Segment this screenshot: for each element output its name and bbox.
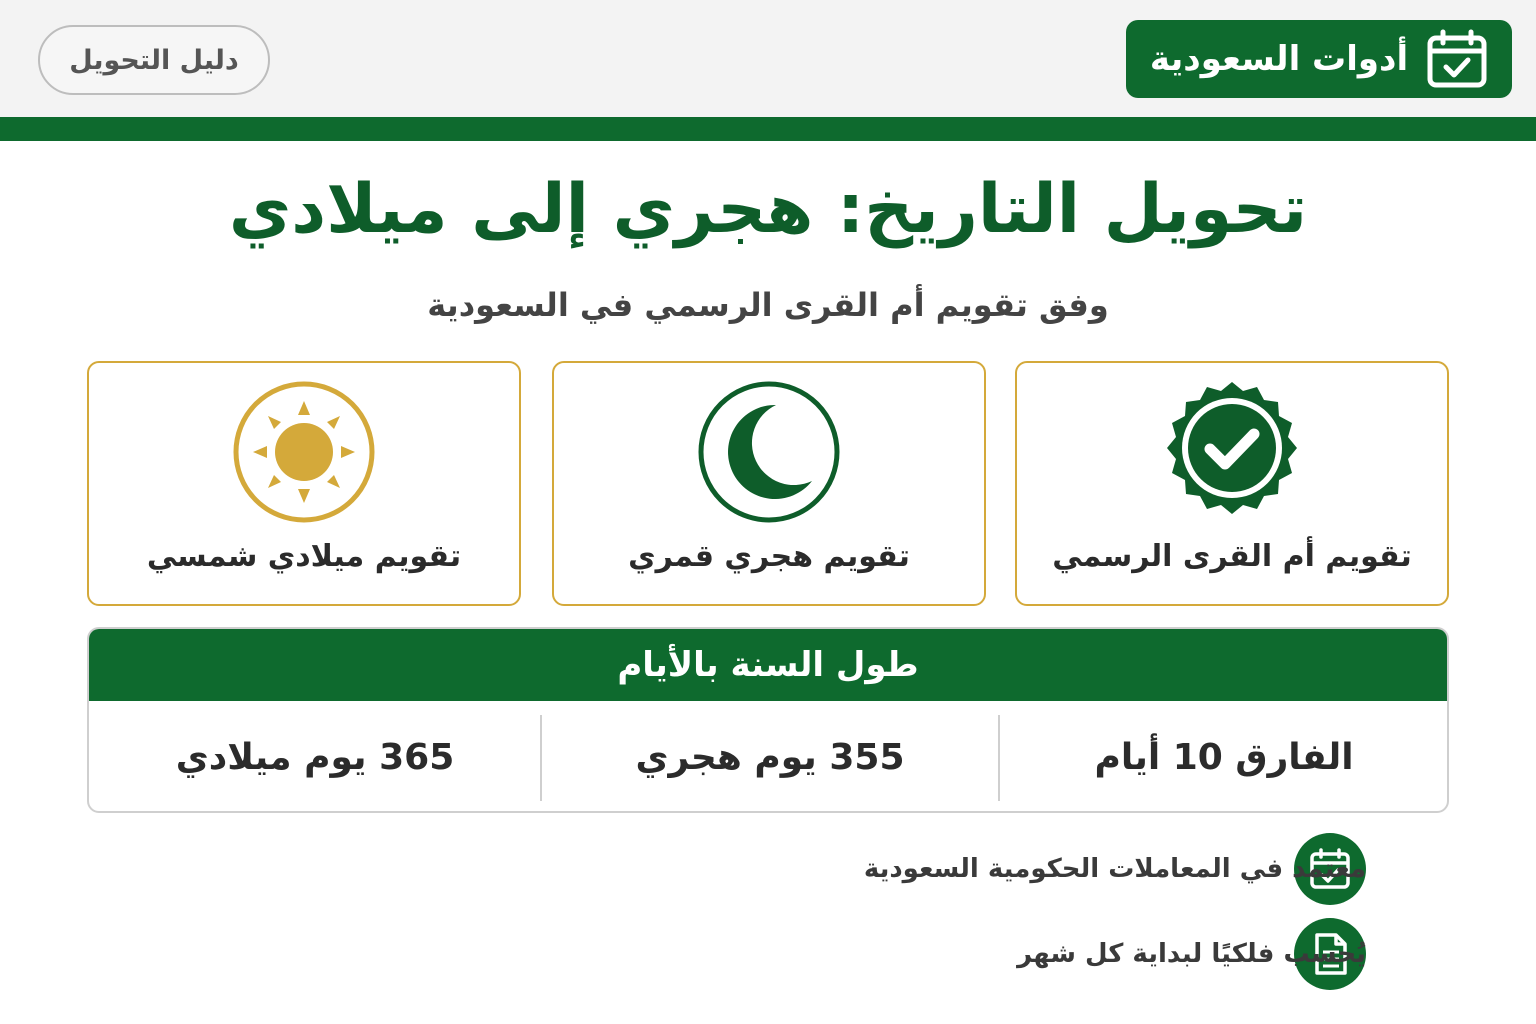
brand-label: أدوات السعودية <box>1149 39 1409 79</box>
gregorian-year-days-cell: 365 يوم ميلادي <box>175 736 455 778</box>
year-difference-cell: الفارق 10 أيام <box>1094 736 1354 778</box>
sun-icon <box>231 379 377 529</box>
card-umm-al-qura <box>1015 361 1449 606</box>
card-label: تقويم أم القرى الرسمي <box>1052 539 1412 574</box>
card-label: تقويم ميلادي شمسي <box>146 539 462 574</box>
card-label: تقويم هجري قمري <box>628 539 910 574</box>
card-gregorian-solar <box>87 361 521 606</box>
page-subtitle: وفق تقويم أم القرى الرسمي في السعودية <box>427 286 1109 324</box>
page-title: تحويل التاريخ: هجري إلى ميلادي <box>228 170 1308 249</box>
conversion-guide-button[interactable]: دليل التحويل <box>38 25 270 95</box>
year-length-header: طول السنة بالأيام <box>89 629 1447 701</box>
brand-badge[interactable] <box>1126 20 1512 98</box>
card-hijri-lunar <box>552 361 986 606</box>
year-length-panel <box>87 627 1449 813</box>
note-government-approved: معتمد في المعاملات الحكومية السعودية <box>863 854 1366 884</box>
calendar-check-icon <box>1426 29 1488 89</box>
header-green-rule <box>0 117 1536 141</box>
verified-badge-icon <box>1159 379 1305 529</box>
hijri-year-days-cell: 355 يوم هجري <box>635 736 905 778</box>
note-astronomical-calculation: يُحسب فلكيًا لبداية كل شهر <box>1017 939 1366 969</box>
crescent-moon-icon <box>696 379 842 529</box>
